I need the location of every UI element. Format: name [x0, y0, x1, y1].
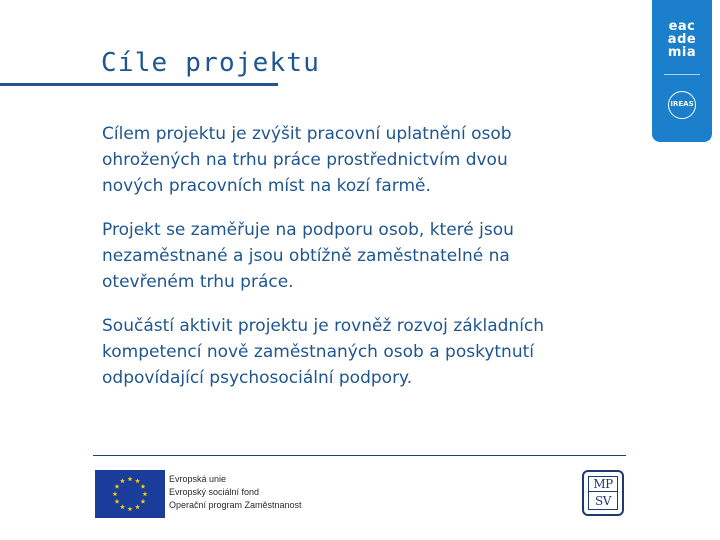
footer-divider	[93, 455, 626, 456]
eacademia-logo	[652, 20, 712, 59]
eu-flag-stars	[95, 470, 165, 518]
eu-flag-icon	[95, 470, 165, 518]
mpsv-logo	[582, 470, 624, 516]
brand-divider	[664, 74, 700, 75]
mpsv-bottom-text: SV	[595, 494, 611, 508]
page-title: Cíle projektu	[101, 48, 321, 78]
paragraph-line: otevřeném trhu práce.	[102, 272, 294, 292]
paragraph-line: Cílem projektu je zvýšit pracovní uplatnění osob	[102, 124, 512, 144]
paragraph-line: kompetencí nově zaměstnaných osob a poskytnutí	[102, 342, 534, 362]
paragraph-focus	[102, 217, 514, 295]
eu-star-icon	[115, 484, 120, 489]
eu-star-icon	[128, 506, 133, 511]
mpsv-divider	[588, 491, 618, 492]
paragraph-line: nových pracovních míst na kozí farmě.	[102, 176, 431, 196]
eu-star-icon	[128, 476, 133, 481]
eu-star-icon	[115, 499, 120, 504]
eu-star-icon	[113, 491, 118, 496]
eu-star-icon	[120, 504, 125, 509]
eacademia-brand-panel	[652, 0, 712, 142]
eu-star-icon	[143, 491, 148, 496]
paragraph-activities	[102, 313, 544, 391]
paragraph-line: Projekt se zaměřuje na podporu osob, které jsou	[102, 220, 514, 240]
eu-star-icon	[120, 478, 125, 483]
eu-label-line: Evropská unie	[169, 474, 227, 484]
paragraph-line: odpovídající psychosociální podpory.	[102, 368, 413, 388]
eacademia-logo-line-2: ade	[667, 32, 697, 47]
eu-funding-label	[169, 473, 302, 512]
title-underline	[0, 83, 278, 86]
eacademia-logo-line-3: mia	[667, 45, 697, 60]
eu-star-icon	[141, 484, 146, 489]
eacademia-logo-line-1: eac	[668, 19, 696, 34]
eu-label-line: Operační program Zaměstnanost	[169, 500, 302, 510]
paragraph-line: ohrožených na trhu práce prostřednictvím dvou	[102, 150, 508, 170]
mpsv-top-text: MP	[593, 477, 613, 491]
paragraph-goal	[102, 121, 512, 199]
eu-star-icon	[141, 499, 146, 504]
eu-star-icon	[135, 478, 140, 483]
ireas-logo: IREAS	[668, 91, 696, 119]
paragraph-line: Součástí aktivit projektu je rovněž rozvoj základních	[102, 316, 545, 336]
eu-star-icon	[135, 504, 140, 509]
paragraph-line: nezaměstnané a jsou obtížně zaměstnatelné na	[102, 246, 510, 266]
eu-label-line: Evropský sociální fond	[169, 487, 260, 497]
